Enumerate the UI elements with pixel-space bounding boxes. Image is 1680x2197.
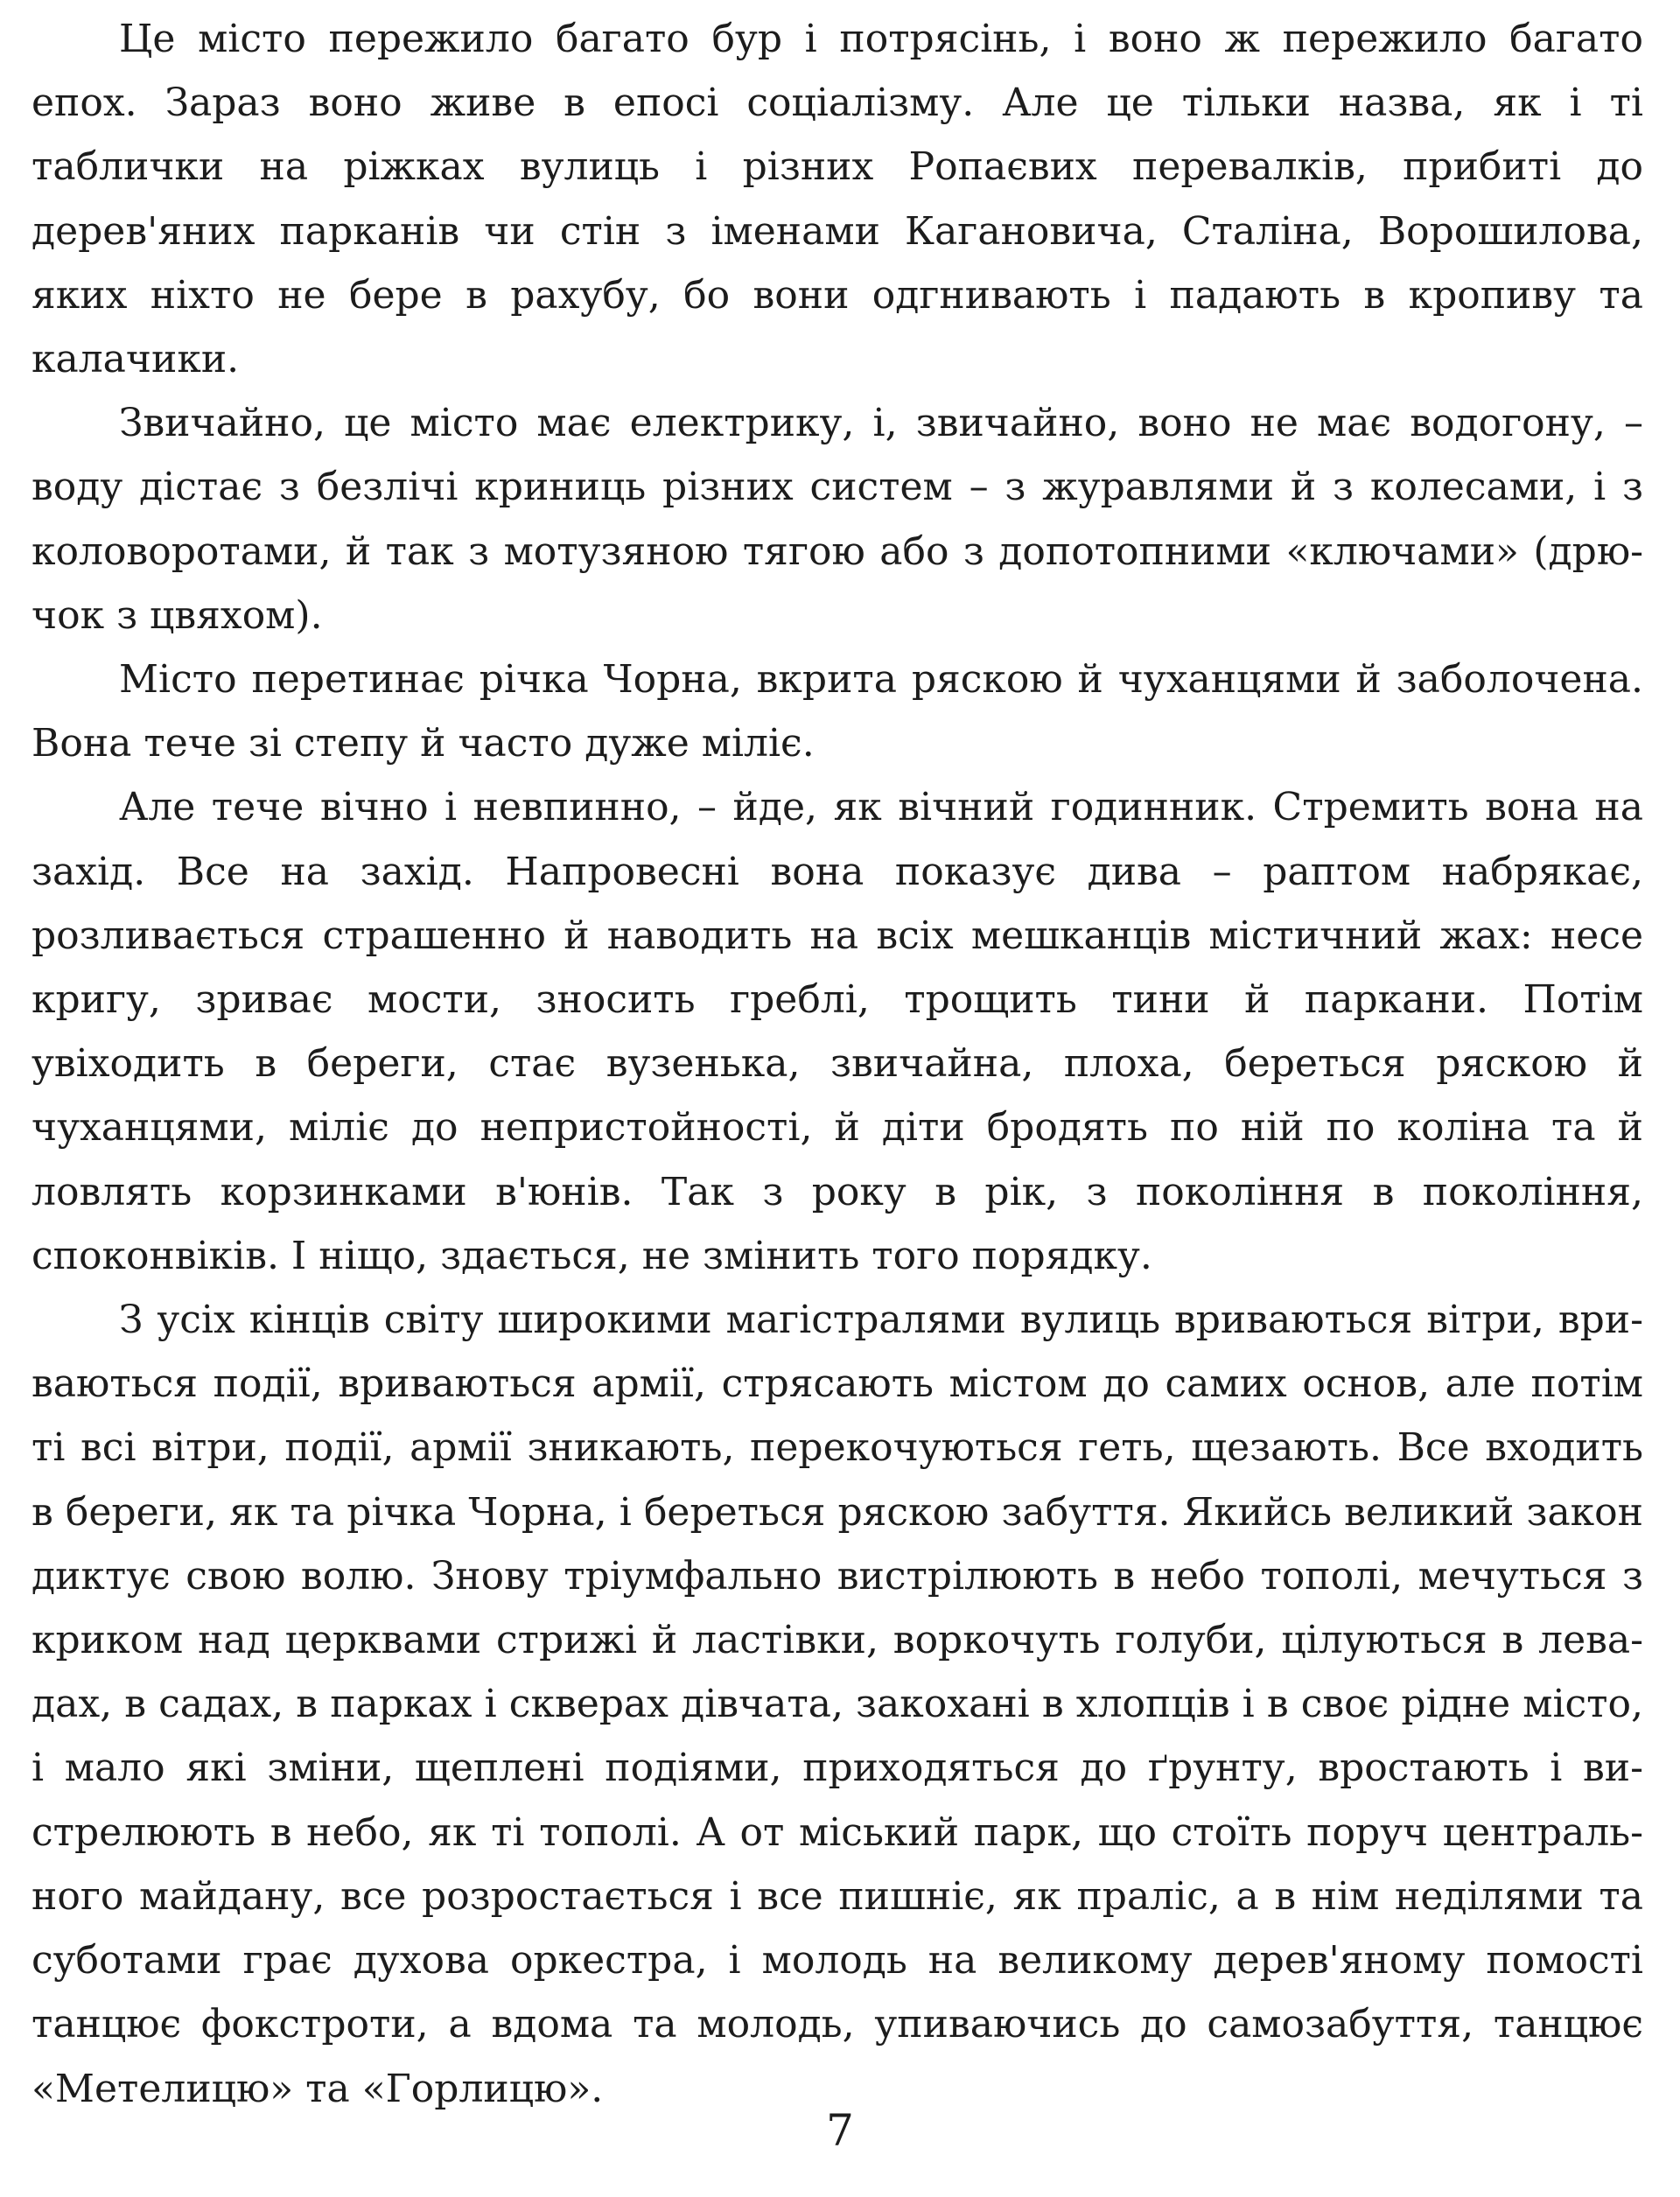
paragraph-4: Але тече вічно і невпинно, – йде, як вічний годинник. Стремить вона на захід. Все на захід. Напровесні вона показує дива – раптом набрякає, розливається страшенно й наводить на всіх мешканців містичний жах: несе кригу, зриває мости, зносить греблі, трощить тини й паркани. Потім увіходить в береги, стає вузенька, звичайна, плоха, береться ряскою й чуханцями, міліє до непристойності, й діти бродять по ній по коліна та й ловлять корзинками в'юнів. Так з року в рік, з покоління в покоління, споконвіків. І ніщо, здається, не змінить того порядку. bbox=[32, 785, 1643, 1278]
page-number: 7 bbox=[826, 2105, 854, 2156]
body-text bbox=[32, 7, 1643, 2121]
paragraph-5: З усіх кінців світу широкими магістралями вулиць вриваються вітри, вриваються події, вриваються армії, стрясають містом до самих основ, але потім ті всі вітри, події, армії зникають, перекочуються геть, щезають. Все входить в береги, як та річка Чорна, і береться ряскою забуття. Якийсь великий закон диктує свою волю. Знову тріумфально вистрілюють в небо тополі, мечуться з криком над церквами стрижі й ластівки, воркочуть голуби, цілуються в левадах, в садах, в парках і скверах дівчата, закохані в хлопців і в своє рідне місто, і мало які зміни, щеплені подіями, приходяться до ґрунту, вростають і вистрелюють в небо, як ті тополі. А от міський парк, що стоїть поруч центрального майдану, все розростається і все пишніє, як праліс, а в нім неділями та суботами грає духова оркестра, і молодь на великому дерев'яному помості танцює фокстроти, а вдома та молодь, упиваючись до самозабуття, танцює «Метелицю» та «Горлицю». bbox=[32, 1298, 1643, 2111]
paragraph-2: Звичайно, це місто має електрику, і, звичайно, воно не має водогону, – воду дістає з безлічі криниць різних систем – з журавлями й з колесами, і з коловоротами, й так з мотузяною тягою або з допотопними «ключами» (дрючок з цвяхом). bbox=[32, 401, 1643, 638]
paragraph-3: Місто перетинає річка Чорна, вкрита ряскою й чуханцями й заболочена. Вона тече зі степу й часто дуже міліє. bbox=[32, 657, 1643, 766]
paragraph-1: Це місто пережило багато бур і потрясінь, і воно ж пережило багато епох. Зараз воно живе в епосі соціалізму. Але це тільки назва, як і ті таблички на ріжках вулиць і різних Ропаєвих перевалків, прибиті до дерев'яних парканів чи стін з іменами Кагановича, Сталіна, Ворошилова, яких ніхто не бере в рахубу, бо вони одгнивають і падають в кропиву та калачики. bbox=[32, 17, 1643, 382]
